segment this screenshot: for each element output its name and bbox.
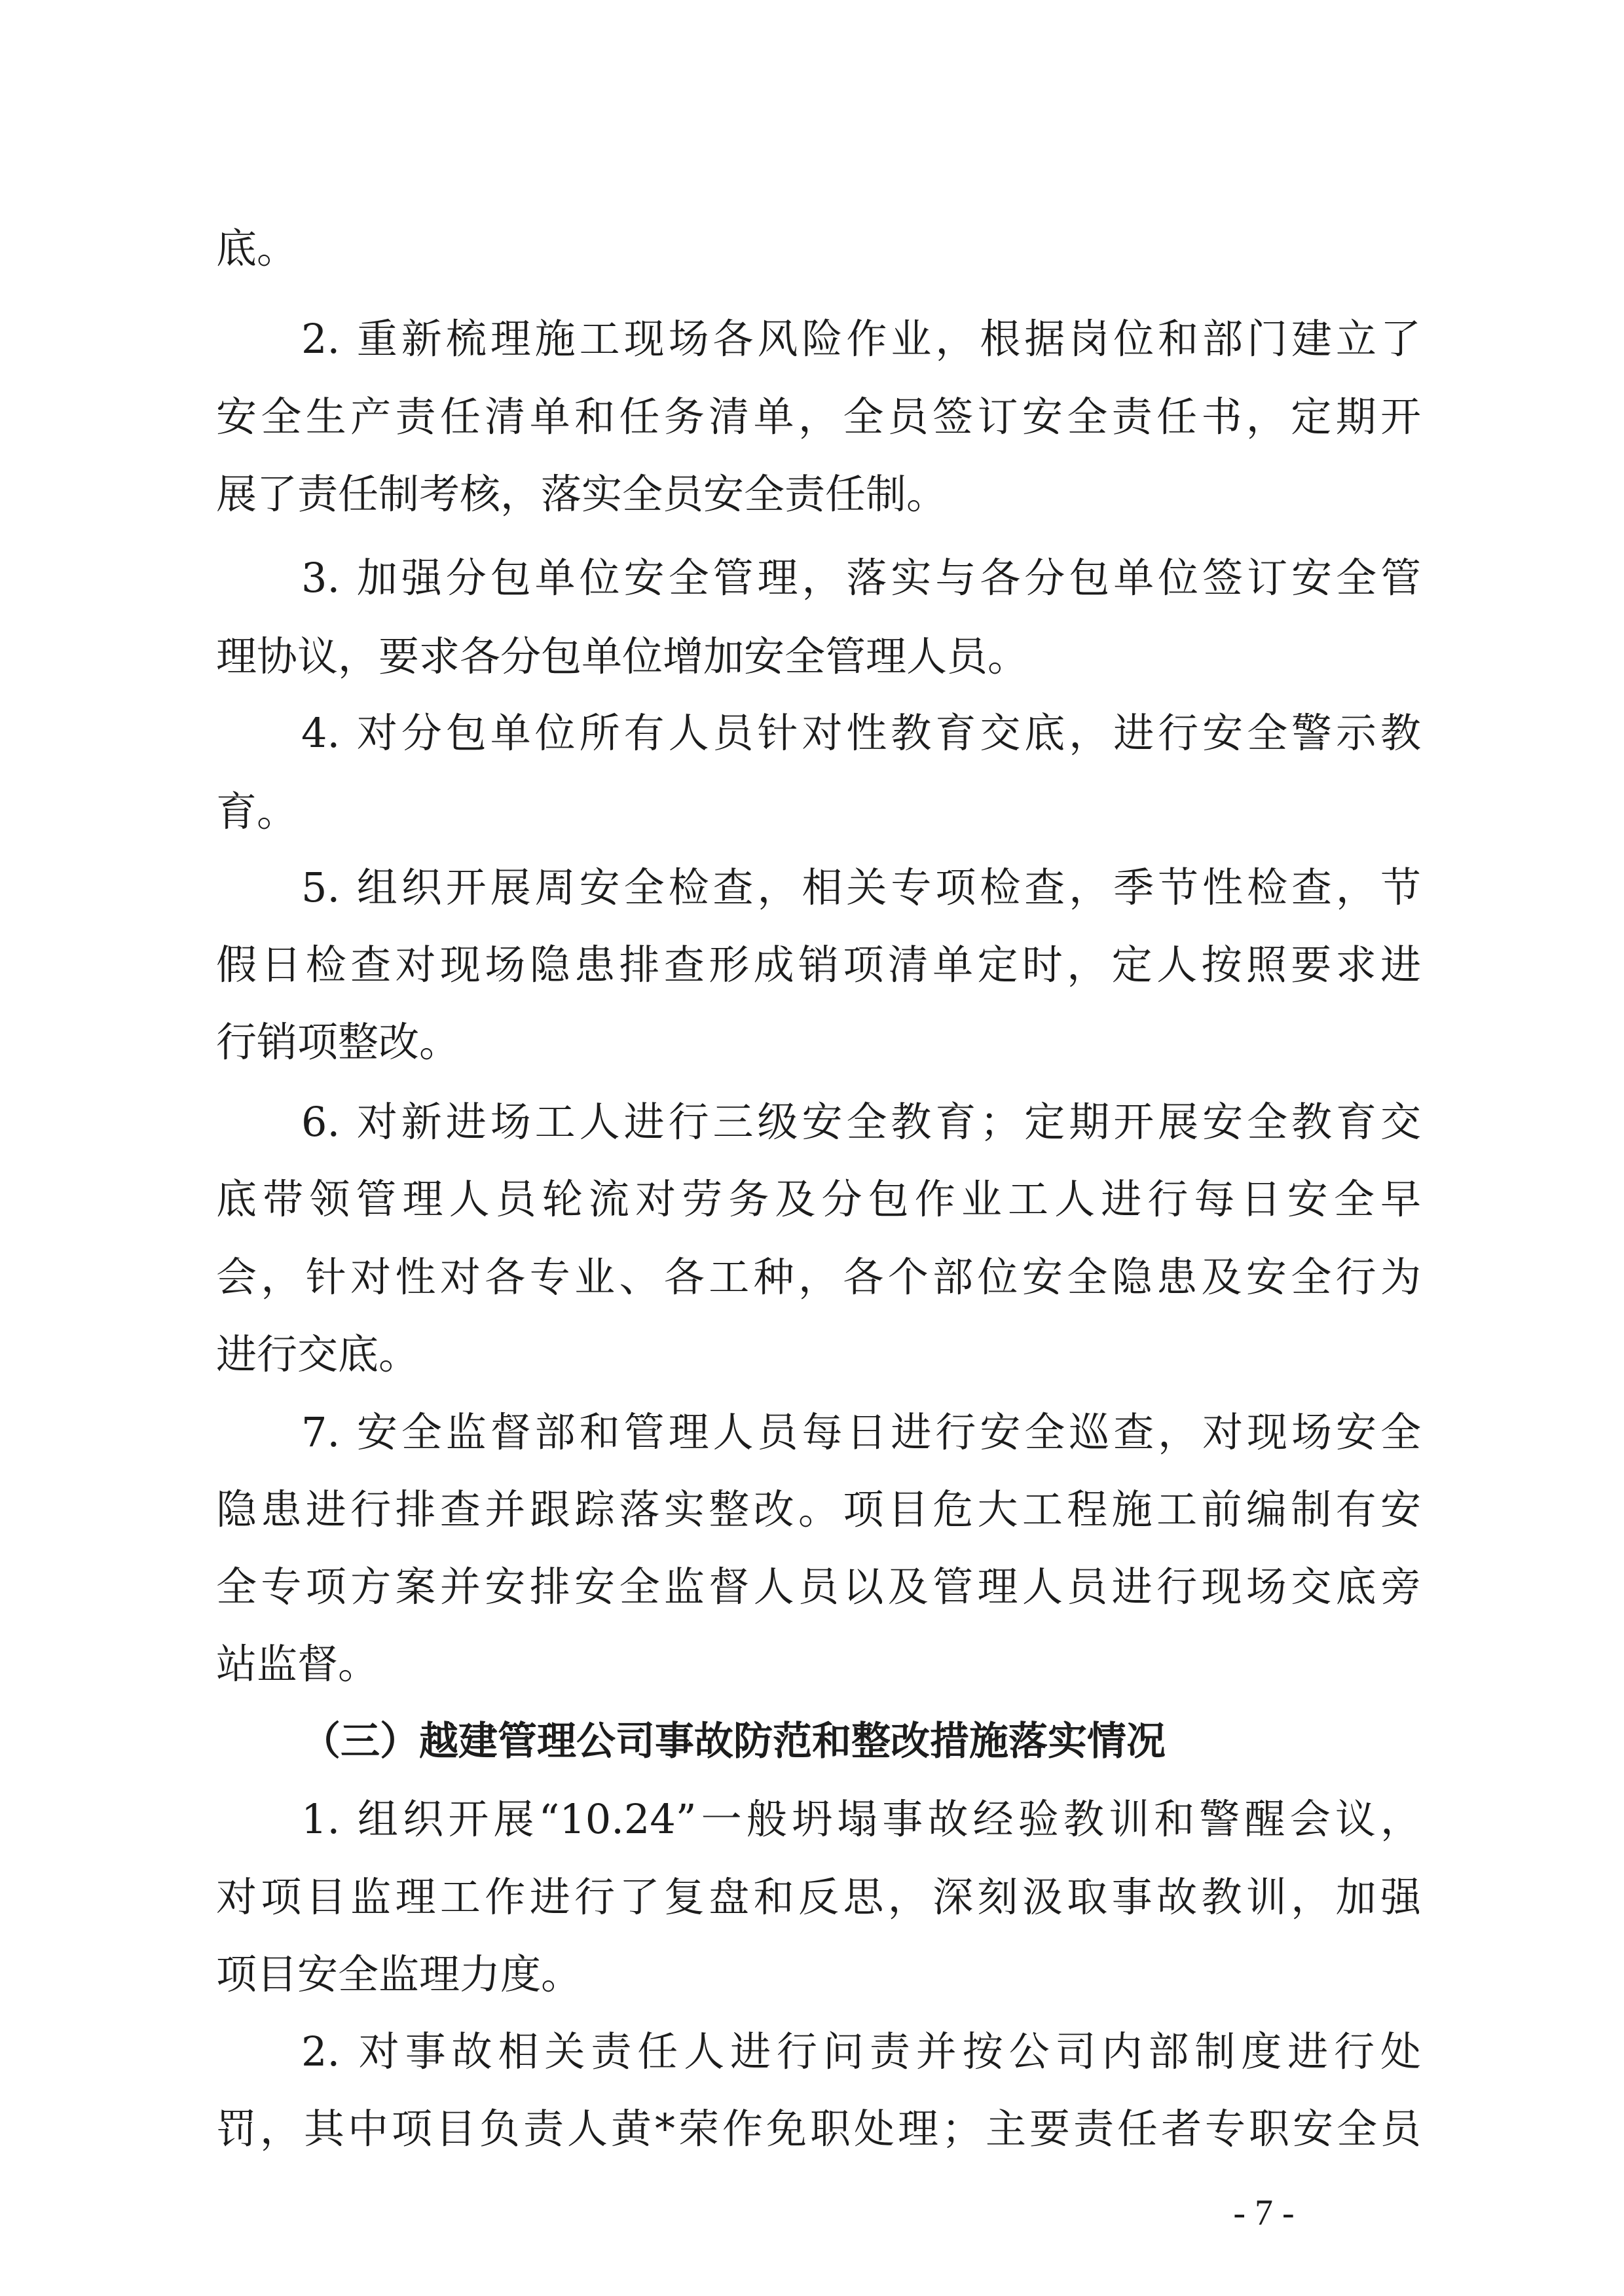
text-line-8: 育。 — [216, 788, 298, 835]
text-line-23: 项目安全监理力度。 — [216, 1950, 582, 1998]
text-line-11: 行销项整改。 — [216, 1018, 460, 1066]
text-line-17: 隐患进行排查并跟踪落实整改。项目危大工程施工前编制有安 — [216, 1485, 1421, 1533]
text-line-14: 会，针对性对各专业、各工种，各个部位安全隐患及安全行为 — [216, 1253, 1421, 1301]
text-line-19: 站监督。 — [216, 1640, 379, 1688]
text-line-21: 1. 组织开展“10.24”一般坍塌事故经验教训和警醒会议， — [301, 1795, 1421, 1843]
text-line-6: 理协议，要求各分包单位增加安全管理人员。 — [216, 632, 1029, 680]
text-line-18: 全专项方案并安排安全监督人员以及管理人员进行现场交底旁 — [216, 1563, 1421, 1611]
text-line-4: 展了责任制考核，落实全员安全责任制。 — [216, 470, 948, 518]
text-line-13: 底带领管理人员轮流对劳务及分包作业工人进行每日安全早 — [216, 1175, 1421, 1223]
section-heading: （三）越建管理公司事故防范和整改措施落实情况 — [301, 1719, 1166, 1764]
text-line-9: 5. 组织开展周安全检查，相关专项检查，季节性检查，节 — [301, 864, 1421, 911]
text-line-1: 底。 — [216, 225, 298, 272]
text-line-2: 2. 重新梳理施工现场各风险作业，根据岗位和部门建立了 — [301, 315, 1421, 363]
text-line-24: 2. 对事故相关责任人进行问责并按公司内部制度进行处 — [301, 2028, 1421, 2075]
text-line-7: 4. 对分包单位所有人员针对性教育交底，进行安全警示教 — [301, 709, 1421, 757]
text-line-3: 安全生产责任清单和任务清单，全员签订安全责任书，定期开 — [216, 393, 1421, 441]
text-line-10: 假日检查对现场隐患排查形成销项清单定时，定人按照要求进 — [216, 941, 1421, 989]
text-line-12: 6. 对新进场工人进行三级安全教育；定期开展安全教育交 — [301, 1098, 1421, 1146]
text-line-15: 进行交底。 — [216, 1330, 420, 1378]
text-line-25: 罚，其中项目负责人黄*荣作免职处理；主要责任者专职安全员 — [216, 2105, 1421, 2153]
text-line-22: 对项目监理工作进行了复盘和反思，深刻汲取事故教训，加强 — [216, 1873, 1421, 1921]
text-line-5: 3. 加强分包单位安全管理，落实与各分包单位签订安全管 — [301, 554, 1421, 602]
page-number: - 7 - — [1233, 2193, 1295, 2233]
text-line-16: 7. 安全监督部和管理人员每日进行安全巡查，对现场安全 — [301, 1408, 1421, 1456]
